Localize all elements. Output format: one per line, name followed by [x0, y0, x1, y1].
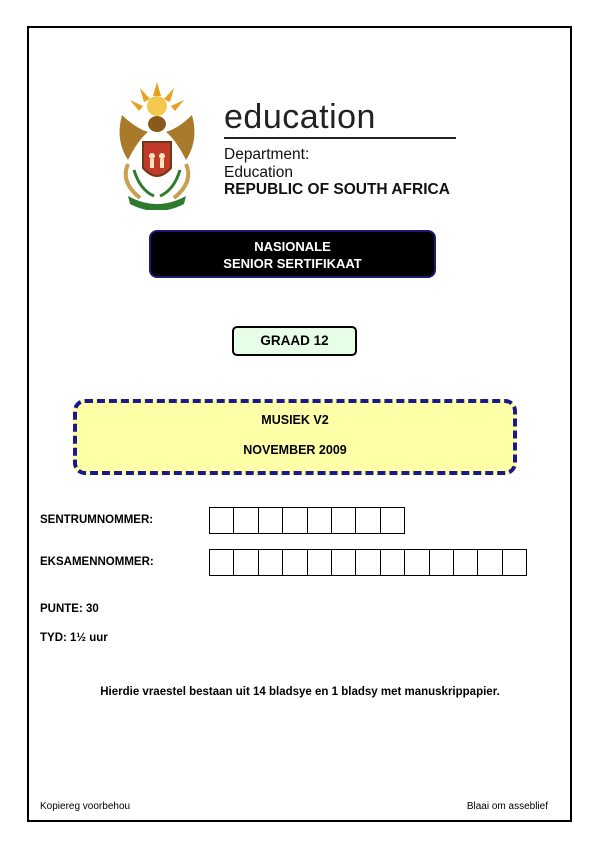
department-header: [110, 80, 470, 220]
coat-of-arms-icon: [110, 80, 205, 210]
digit-cell[interactable]: [307, 507, 332, 534]
digit-cell[interactable]: [380, 507, 405, 534]
digit-cell[interactable]: [331, 549, 356, 576]
certificate-title-line-1: NASIONALE: [254, 239, 331, 254]
digit-cell[interactable]: [404, 549, 429, 576]
exam-session: NOVEMBER 2009: [243, 443, 347, 457]
digit-cell[interactable]: [307, 549, 332, 576]
department-logo-word: education: [224, 98, 376, 136]
digit-cell[interactable]: [282, 507, 307, 534]
grade-badge: GRAAD 12: [232, 326, 357, 356]
digit-cell[interactable]: [429, 549, 454, 576]
turn-over-footer: Blaai om asseblief: [466, 801, 548, 812]
centre-number-label: SENTRUMNOMMER:: [40, 514, 154, 526]
digit-cell[interactable]: [258, 549, 283, 576]
digit-cell[interactable]: [233, 507, 258, 534]
digit-cell[interactable]: [209, 549, 234, 576]
digit-cell[interactable]: [502, 549, 527, 576]
certificate-title-line-2: SENIOR SERTIFIKAAT: [223, 256, 362, 271]
digit-cell[interactable]: [453, 549, 478, 576]
logo-divider: [224, 137, 456, 139]
department-name: Education: [224, 164, 293, 181]
certificate-title-box: [149, 230, 436, 278]
digit-cell[interactable]: [233, 549, 258, 576]
time-info: TYD: 1½ uur: [40, 632, 108, 644]
subject-box: [73, 399, 517, 475]
digit-cell[interactable]: [331, 507, 356, 534]
marks-info: PUNTE: 30: [40, 603, 99, 615]
centre-number-boxes: [209, 507, 405, 534]
country-name: REPUBLIC OF SOUTH AFRICA: [224, 181, 450, 198]
subject-name: MUSIEK V2: [261, 413, 329, 427]
digit-cell[interactable]: [355, 549, 380, 576]
exam-number-boxes: [209, 549, 527, 576]
exam-number-label: EKSAMENNOMMER:: [40, 556, 154, 568]
copyright-footer: Kopiereg voorbehou: [40, 801, 131, 812]
digit-cell[interactable]: [380, 549, 405, 576]
digit-cell[interactable]: [477, 549, 502, 576]
digit-cell[interactable]: [282, 549, 307, 576]
digit-cell[interactable]: [355, 507, 380, 534]
department-label: Department:: [224, 146, 310, 163]
page-count-note: Hierdie vraestel bestaan uit 14 bladsye en 1 bladsy met manuskrippapier.: [100, 686, 500, 698]
digit-cell[interactable]: [209, 507, 234, 534]
digit-cell[interactable]: [258, 507, 283, 534]
